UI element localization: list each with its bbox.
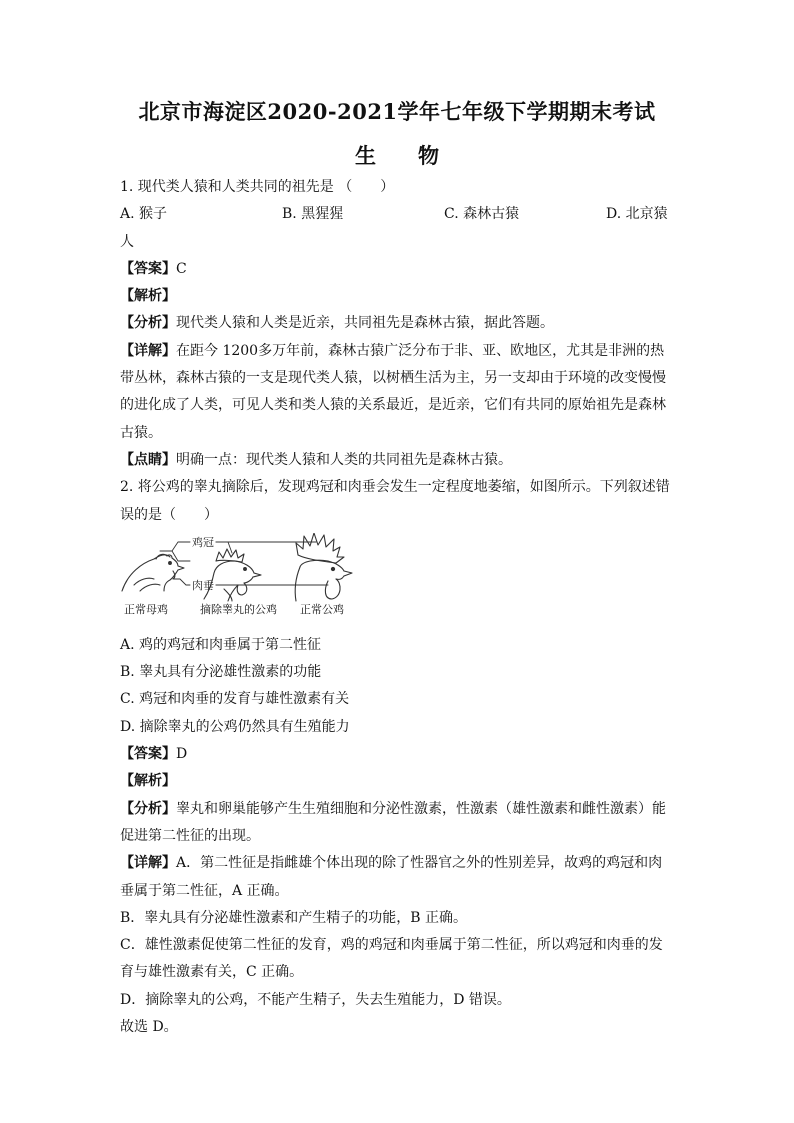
rooster-illustration [120, 533, 365, 603]
hen-head-drawing [122, 554, 184, 591]
q2-xiangjie-a-text: A．第二性征是指雌雄个体出现的除了性器官之外的性别差异，故鸡的鸡冠和肉垂属于第二性征，A 正确。 [120, 855, 663, 899]
q2-fenxi [120, 796, 676, 851]
q2-option-b: B. 睾丸具有分泌雄性激素的功能 [120, 664, 322, 681]
q2-analysis-tag: 【解析】 [120, 773, 176, 790]
q2-option-d: D. 摘除睾丸的公鸡仍然具有生殖能力 [120, 718, 350, 735]
rooster-drawing [295, 533, 352, 601]
figure-caption-castrated: 摘除睾丸的公鸡 [200, 602, 277, 616]
q1-fenxi-tag: 【分析】 [120, 315, 176, 332]
q2-answer [120, 741, 676, 768]
q1-fenxi-text: 现代类人猿和人类是近亲，共同祖先是森林古猿，据此答题。 [176, 315, 554, 332]
q2-fenxi-tag: 【分析】 [120, 800, 176, 817]
q1-stem: 1. 现代类人猿和人类共同的祖先是 （ ） [120, 179, 395, 195]
q2-conclusion: 故选 D。 [120, 1019, 178, 1036]
q1-option-a: A. 猴子 [120, 206, 168, 223]
rooster-figure [120, 533, 676, 631]
q1-xiangjie-tag: 【详解】 [120, 342, 176, 359]
figure-label-wattle: 肉垂 [192, 578, 214, 592]
subject-title: 生 物 [355, 143, 439, 168]
castrated-rooster-drawing [204, 549, 261, 601]
q2-xiangjie-d: D．摘除睾丸的公鸡，不能产生精子，失去生殖能力，D 错误。 [120, 991, 511, 1008]
q1-xiangjie-text: 在距今 1200多万年前，森林古猿广泛分布于非、亚、欧地区，尤其是非洲的热带丛林，森林古猿的一支是现代类人猿，以树栖生活为主，另一支却由于环境的改变慢慢的进化成了人类，可见人类和类人猿的关系最近，是近亲，它们有共同的原始祖先是森林古猿。 [120, 342, 666, 441]
document-body [120, 174, 676, 1041]
q2-stem: 2. 将公鸡的睾丸摘除后，发现鸡冠和肉垂会发生一定程度地萎缩，如图所示。下列叙述错误的是（ ） [120, 479, 670, 523]
q1-analysis-tag: 【解析】 [120, 288, 176, 305]
q2-option-a: A. 鸡的鸡冠和肉垂属于第二性征 [120, 636, 322, 653]
q2-option-c: C. 鸡冠和肉垂的发育与雄性激素有关 [120, 691, 350, 708]
q2-fenxi-text: 睾丸和卵巢能够产生生殖细胞和分泌性激素，性激素（雄性激素和雌性激素）能促进第二性征的出现。 [120, 800, 666, 844]
q1-options [120, 201, 676, 228]
figure-caption-rooster: 正常公鸡 [300, 602, 344, 616]
page-title: 北京市海淀区2020-2021学年七年级下学期期末考试 [138, 99, 656, 124]
q1-answer-value: C [176, 260, 187, 277]
q2-xiangjie-c: C．雄性激素促使第二性征的发育，鸡的鸡冠和肉垂属于第二性征，所以鸡冠和肉垂的发育与雄性激素有关，C 正确。 [120, 937, 663, 981]
q1-option-d: D. 北京猿 [606, 206, 668, 223]
q1-dianjing [120, 447, 676, 474]
figure-caption-hen: 正常母鸡 [124, 602, 168, 616]
q2-xiangjie-b: B．睾丸具有分泌雄性激素和产生精子的功能，B 正确。 [120, 909, 468, 926]
q2-xiangjie-tag: 【详解】 [120, 855, 176, 872]
q1-option-b: B. 黑猩猩 [282, 206, 344, 223]
q2-answer-value: D [176, 746, 188, 763]
q1-option-c: C. 森林古猿 [444, 206, 520, 223]
figure-label-comb: 鸡冠 [192, 535, 214, 549]
q1-answer-tag: 【答案】 [120, 260, 176, 277]
q1-option-wrap: 人 [120, 233, 134, 250]
q2-answer-tag: 【答案】 [120, 746, 176, 763]
q1-answer [120, 256, 676, 283]
q1-dianjing-tag: 【点睛】 [120, 451, 176, 468]
q2-xiangjie-a [120, 850, 676, 905]
q1-xiangjie [120, 338, 676, 447]
q1-dianjing-text: 明确一点：现代类人猿和人类的共同祖先是森林古猿。 [176, 451, 512, 468]
q1-fenxi [120, 310, 676, 337]
